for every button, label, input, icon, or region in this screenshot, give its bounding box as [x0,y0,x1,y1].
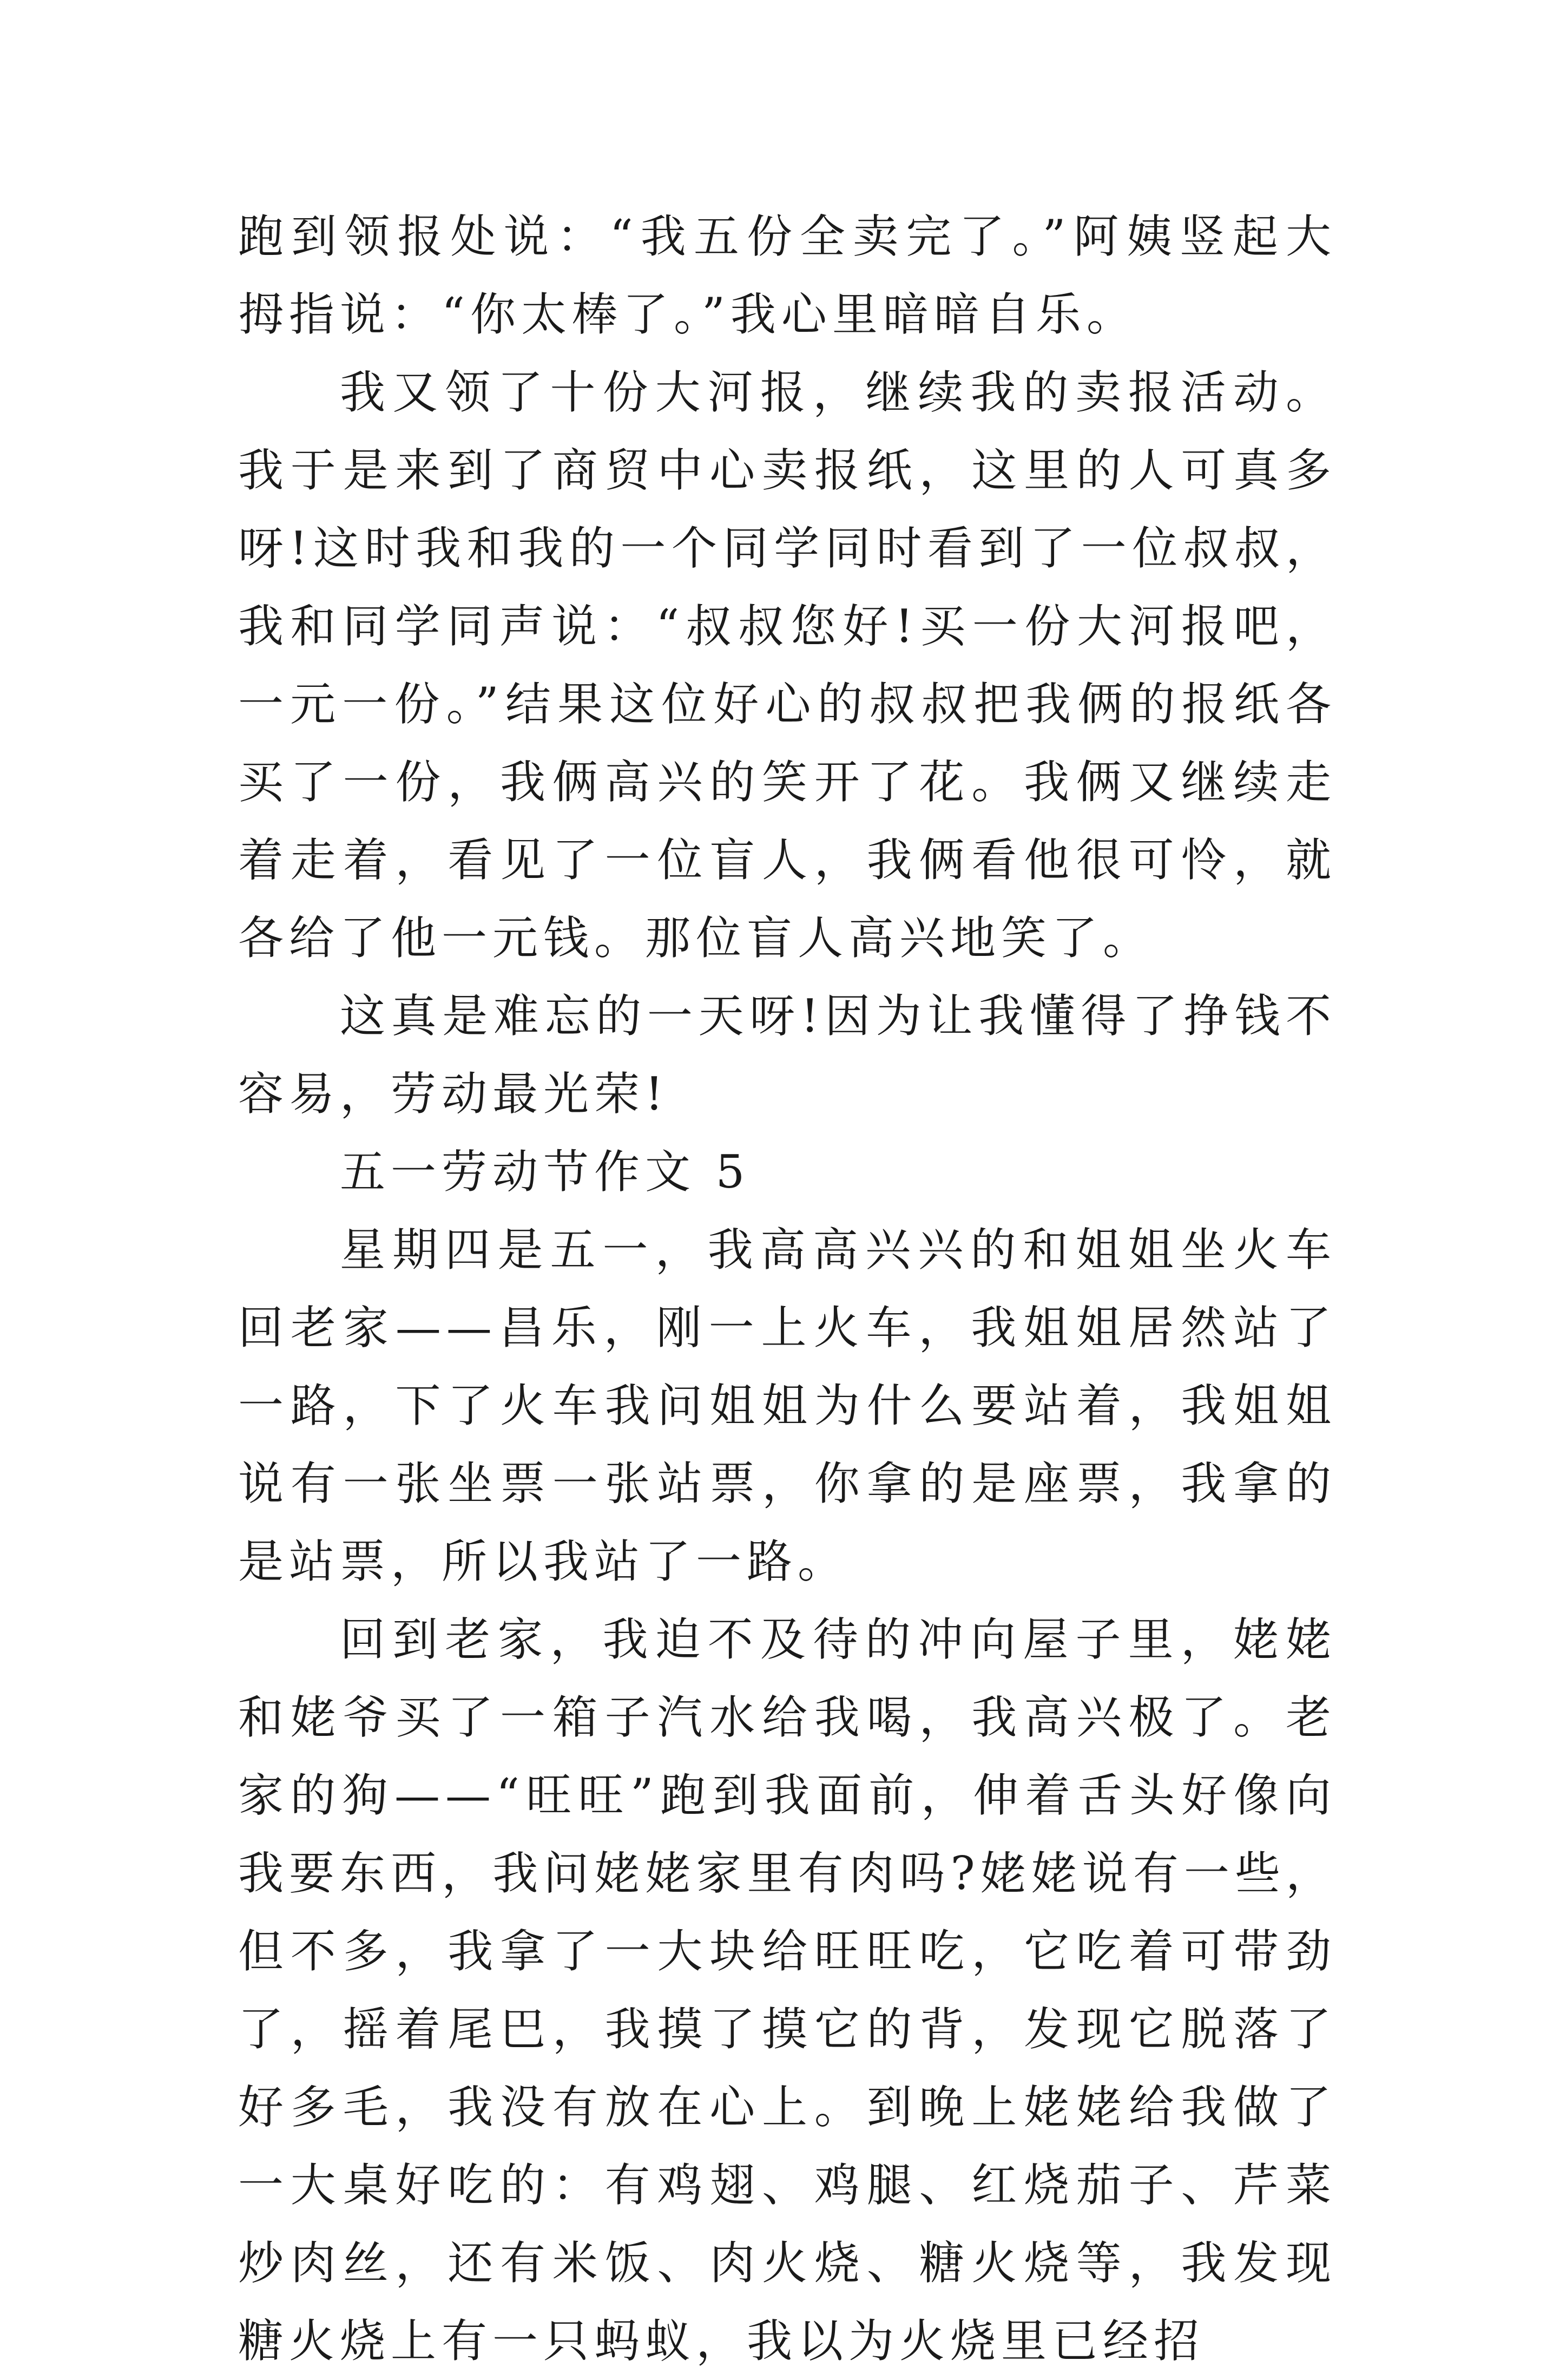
paragraph-1: 跑到领报处说：“我五份全卖完了。”阿姨竖起大拇指说：“你太棒了。”我心里暗暗自乐。 [238,210,1337,341]
paragraph-3: 这真是难忘的一天呀!因为让我懂得了挣钱不容易，劳动最光荣! [238,989,1337,1120]
document-body [238,198,1337,2380]
section-heading: 五一劳动节作文 5 [340,1145,751,1198]
paragraph-4: 星期四是五一，我高高兴兴的和姐姐坐火车回老家——昌乐，刚一上火车，我姐姐居然站了一路，下了火车我问姐姐为什么要站着，我姐姐说有一张坐票一张站票，你拿的是座票，我拿的是站票，所以我站了一路。 [238,1223,1337,1588]
paragraph-5: 回到老家，我迫不及待的冲向屋子里，姥姥和姥爷买了一箱子汽水给我喝，我高兴极了。老家的狗——“旺旺”跑到我面前，伸着舌头好像向我要东西，我问姥姥家里有肉吗?姥姥说有一些，但不多，我拿了一大块给旺旺吃，它吃着可带劲了，摇着尾巴，我摸了摸它的背，发现它脱落了好多毛，我没有放在心上。到晚上姥姥给我做了一大桌好吃的：有鸡翅、鸡腿、红烧茄子、芹菜炒肉丝，还有米饭、肉火烧、糖火烧等，我发现糖火烧上有一只蚂蚁，我以为火烧里已经招 [238,1613,1337,2368]
paragraph-2: 我又领了十份大河报，继续我的卖报活动。我于是来到了商贸中心卖报纸，这里的人可真多呀!这时我和我的一个同学同时看到了一位叔叔，我和同学同声说：“叔叔您好!买一份大河报吧，一元一份。”结果这位好心的叔叔把我俩的报纸各买了一份，我俩高兴的笑开了花。我俩又继续走着走着，看见了一位盲人，我俩看他很可怜，就各给了他一元钱。那位盲人高兴地笑了。 [238,366,1337,965]
